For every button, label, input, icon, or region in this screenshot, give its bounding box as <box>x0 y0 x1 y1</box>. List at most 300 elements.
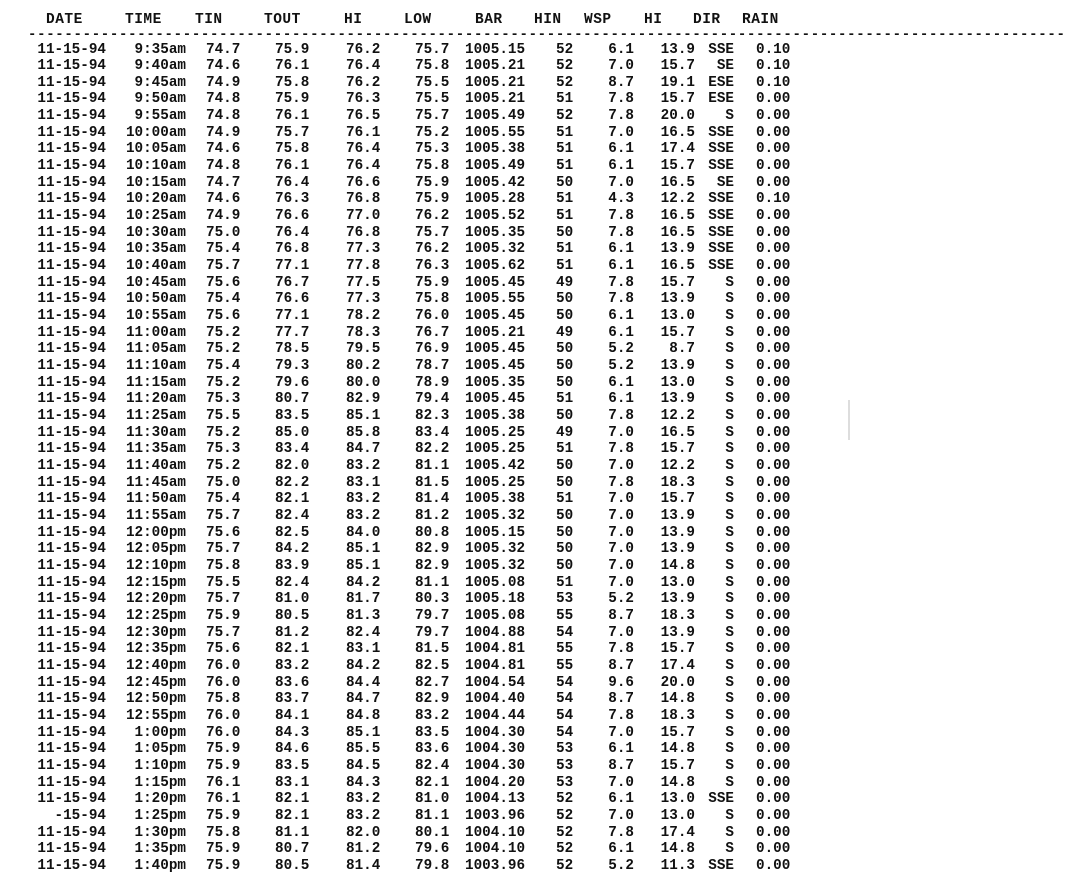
cell-rain: 0.00 <box>756 408 791 425</box>
cell-low: 75.2 <box>415 124 450 141</box>
cell-bar: 1005.55 <box>465 124 526 141</box>
cell-date: 11-15-94 <box>37 574 106 591</box>
cell-hi-wind: 15.7 <box>660 274 695 291</box>
cell-hin: 54 <box>556 707 574 724</box>
cell-date: -15-94 <box>54 807 106 824</box>
cell-date: 11-15-94 <box>37 657 106 674</box>
cell-rain: 0.00 <box>756 108 791 125</box>
cell-hin: 50 <box>556 524 574 541</box>
cell-date: 11-15-94 <box>37 74 106 91</box>
cell-rain: 0.00 <box>756 424 791 441</box>
cell-hin: 49 <box>556 324 574 341</box>
cell-low: 76.2 <box>415 208 450 225</box>
cell-time: 12:05pm <box>125 541 186 558</box>
cell-low: 76.9 <box>415 341 450 358</box>
cell-rain: 0.00 <box>756 358 791 375</box>
cell-rain: 0.00 <box>756 224 791 241</box>
cell-tout: 80.7 <box>275 391 310 408</box>
cell-tout: 85.0 <box>275 424 310 441</box>
cell-time: 1:05pm <box>134 741 186 758</box>
header-hin: HIN <box>534 12 562 28</box>
cell-hin: 51 <box>556 491 574 508</box>
cell-hin: 54 <box>556 691 574 708</box>
cell-hin: 55 <box>556 607 574 624</box>
cell-date: 11-15-94 <box>37 607 106 624</box>
cell-dir: S <box>725 841 734 858</box>
cell-dir: SE <box>716 58 734 75</box>
cell-hin: 53 <box>556 741 574 758</box>
table-row <box>0 175 850 192</box>
cell-hi-temp: 77.0 <box>346 208 381 225</box>
cell-wsp: 5.2 <box>608 591 634 608</box>
cell-dir: S <box>725 541 734 558</box>
cell-date: 11-15-94 <box>37 308 106 325</box>
cell-date: 11-15-94 <box>37 524 106 541</box>
cell-wsp: 8.7 <box>608 607 634 624</box>
cell-low: 83.5 <box>415 724 450 741</box>
table-row <box>0 308 850 325</box>
cell-wsp: 7.8 <box>608 408 634 425</box>
cell-low: 75.8 <box>415 291 450 308</box>
cell-hin: 51 <box>556 141 574 158</box>
cell-hi-wind: 15.7 <box>660 58 695 75</box>
cell-bar: 1004.30 <box>465 741 526 758</box>
table-row <box>0 258 850 275</box>
cell-low: 82.9 <box>415 557 450 574</box>
cell-low: 76.7 <box>415 324 450 341</box>
cell-wsp: 6.1 <box>608 391 634 408</box>
cell-hi-temp: 76.1 <box>346 124 381 141</box>
cell-time: 12:30pm <box>125 624 186 641</box>
cell-hin: 52 <box>556 824 574 841</box>
cell-dir: S <box>725 774 734 791</box>
cell-bar: 1005.49 <box>465 108 526 125</box>
cell-tin: 75.7 <box>206 624 241 641</box>
cell-bar: 1005.32 <box>465 241 526 258</box>
cell-wsp: 7.0 <box>608 774 634 791</box>
cell-low: 83.6 <box>415 741 450 758</box>
cell-date: 11-15-94 <box>37 707 106 724</box>
table-row <box>0 291 850 308</box>
cell-bar: 1005.28 <box>465 191 526 208</box>
table-row <box>0 741 850 758</box>
header-date: DATE <box>46 12 83 28</box>
cell-wsp: 5.2 <box>608 358 634 375</box>
cell-rain: 0.00 <box>756 258 791 275</box>
cell-hin: 55 <box>556 641 574 658</box>
cell-hin: 50 <box>556 507 574 524</box>
cell-hi-wind: 11.3 <box>660 857 695 874</box>
cell-low: 79.6 <box>415 841 450 858</box>
cell-low: 78.9 <box>415 374 450 391</box>
cell-low: 75.9 <box>415 174 450 191</box>
cell-tin: 75.8 <box>206 557 241 574</box>
cell-tin: 76.0 <box>206 707 241 724</box>
cell-time: 1:00pm <box>134 724 186 741</box>
cell-hin: 51 <box>556 391 574 408</box>
cell-bar: 1005.32 <box>465 507 526 524</box>
cell-rain: 0.00 <box>756 841 791 858</box>
cell-date: 11-15-94 <box>37 191 106 208</box>
cell-bar: 1004.20 <box>465 774 526 791</box>
cell-tout: 82.1 <box>275 791 310 808</box>
cell-dir: S <box>725 274 734 291</box>
cell-dir: S <box>725 341 734 358</box>
cell-hin: 52 <box>556 841 574 858</box>
cell-hin: 52 <box>556 791 574 808</box>
cell-wsp: 7.8 <box>608 224 634 241</box>
cell-tin: 76.0 <box>206 657 241 674</box>
cell-hi-temp: 85.1 <box>346 408 381 425</box>
cell-hi-temp: 76.4 <box>346 58 381 75</box>
table-row <box>0 708 850 725</box>
cell-hi-temp: 83.1 <box>346 641 381 658</box>
cell-hi-wind: 13.9 <box>660 291 695 308</box>
cell-rain: 0.00 <box>756 208 791 225</box>
cell-tin: 74.6 <box>206 58 241 75</box>
cell-date: 11-15-94 <box>37 241 106 258</box>
cell-tout: 77.1 <box>275 308 310 325</box>
cell-dir: S <box>725 474 734 491</box>
cell-rain: 0.00 <box>756 657 791 674</box>
cell-tin: 74.8 <box>206 108 241 125</box>
cell-hi-temp: 76.4 <box>346 158 381 175</box>
cell-date: 11-15-94 <box>37 791 106 808</box>
cell-date: 11-15-94 <box>37 541 106 558</box>
cell-rain: 0.00 <box>756 757 791 774</box>
cell-low: 75.9 <box>415 274 450 291</box>
cell-hi-wind: 17.4 <box>660 141 695 158</box>
cell-rain: 0.00 <box>756 524 791 541</box>
cell-low: 81.1 <box>415 458 450 474</box>
cell-hi-wind: 20.0 <box>660 674 695 691</box>
cell-date: 11-15-94 <box>37 408 106 425</box>
cell-hin: 53 <box>556 591 574 608</box>
cell-rain: 0.10 <box>756 58 791 75</box>
cell-date: 11-15-94 <box>37 491 106 508</box>
cell-time: 11:50am <box>125 491 186 508</box>
cell-rain: 0.00 <box>756 591 791 608</box>
cell-hi-temp: 76.2 <box>346 41 381 58</box>
cell-date: 11-15-94 <box>37 691 106 708</box>
cell-date: 11-15-94 <box>37 557 106 574</box>
cell-hi-temp: 84.2 <box>346 574 381 591</box>
cell-tin: 75.9 <box>206 607 241 624</box>
cell-hi-wind: 13.9 <box>660 241 695 258</box>
cell-tin: 74.7 <box>206 41 241 58</box>
cell-time: 11:45am <box>125 474 186 491</box>
cell-tin: 74.6 <box>206 191 241 208</box>
cell-wsp: 6.1 <box>608 741 634 758</box>
cell-tin: 75.7 <box>206 541 241 558</box>
table-row <box>0 475 850 492</box>
cell-tout: 82.4 <box>275 574 310 591</box>
cell-time: 11:55am <box>125 507 186 524</box>
cell-tin: 75.0 <box>206 474 241 491</box>
cell-date: 11-15-94 <box>37 224 106 241</box>
cell-hi-wind: 15.7 <box>660 158 695 175</box>
cell-tin: 75.7 <box>206 591 241 608</box>
cell-hi-wind: 15.7 <box>660 324 695 341</box>
cell-tin: 75.4 <box>206 241 241 258</box>
table-row <box>0 375 850 392</box>
cell-hi-temp: 85.1 <box>346 557 381 574</box>
cell-tin: 75.2 <box>206 324 241 341</box>
cell-hi-wind: 12.2 <box>660 458 695 474</box>
cell-hi-temp: 84.2 <box>346 657 381 674</box>
cell-tout: 75.8 <box>275 141 310 158</box>
table-row <box>0 508 850 525</box>
cell-hi-temp: 82.9 <box>346 391 381 408</box>
cell-hi-temp: 80.0 <box>346 374 381 391</box>
table-row <box>0 591 850 608</box>
table-row <box>0 458 850 475</box>
cell-date: 11-15-94 <box>37 391 106 408</box>
table-row <box>0 808 850 825</box>
cell-time: 1:15pm <box>134 774 186 791</box>
cell-wsp: 7.8 <box>608 641 634 658</box>
cell-dir: S <box>725 408 734 425</box>
cell-bar: 1005.42 <box>465 174 526 191</box>
cell-hin: 50 <box>556 174 574 191</box>
cell-bar: 1005.62 <box>465 258 526 275</box>
cell-hin: 54 <box>556 624 574 641</box>
cell-bar: 1005.35 <box>465 374 526 391</box>
cell-time: 12:20pm <box>125 591 186 608</box>
cell-dir: SSE <box>708 191 734 208</box>
cell-tout: 76.3 <box>275 191 310 208</box>
cell-tout: 76.6 <box>275 291 310 308</box>
cell-tin: 74.6 <box>206 141 241 158</box>
cell-time: 12:25pm <box>125 607 186 624</box>
cell-low: 79.8 <box>415 857 450 874</box>
cell-low: 76.0 <box>415 308 450 325</box>
cell-hi-wind: 13.0 <box>660 791 695 808</box>
cell-dir: S <box>725 308 734 325</box>
cell-tout: 83.5 <box>275 408 310 425</box>
table-row <box>0 91 850 108</box>
header-rain: RAIN <box>742 12 779 28</box>
cell-dir: SSE <box>708 241 734 258</box>
cell-wsp: 5.2 <box>608 341 634 358</box>
cell-wsp: 7.8 <box>608 274 634 291</box>
cell-tout: 77.1 <box>275 258 310 275</box>
cell-rain: 0.00 <box>756 791 791 808</box>
cell-hi-temp: 85.8 <box>346 424 381 441</box>
cell-dir: S <box>725 391 734 408</box>
cell-tin: 75.2 <box>206 458 241 474</box>
cell-hin: 51 <box>556 191 574 208</box>
cell-time: 11:25am <box>125 408 186 425</box>
table-row <box>0 208 850 225</box>
cell-hin: 50 <box>556 374 574 391</box>
cell-bar: 1005.45 <box>465 308 526 325</box>
cell-low: 80.8 <box>415 524 450 541</box>
cell-hi-temp: 77.3 <box>346 241 381 258</box>
cell-low: 75.9 <box>415 191 450 208</box>
cell-hi-temp: 77.8 <box>346 258 381 275</box>
header-tin: TIN <box>195 12 223 28</box>
cell-tin: 74.7 <box>206 174 241 191</box>
header-separator: ------------------------------------------------------------------------------------------------------------------ <box>28 27 1066 43</box>
cell-tout: 79.6 <box>275 374 310 391</box>
cell-hi-temp: 80.2 <box>346 358 381 375</box>
cell-low: 75.7 <box>415 41 450 58</box>
cell-bar: 1005.25 <box>465 424 526 441</box>
header-wsp: WSP <box>584 12 612 28</box>
cell-time: 9:40am <box>134 58 186 75</box>
cell-low: 83.4 <box>415 424 450 441</box>
cell-tout: 82.2 <box>275 474 310 491</box>
table-row <box>0 558 850 575</box>
cell-low: 81.5 <box>415 641 450 658</box>
cell-hin: 54 <box>556 724 574 741</box>
cell-time: 11:35am <box>125 441 186 458</box>
cell-tin: 75.4 <box>206 291 241 308</box>
table-row <box>0 608 850 625</box>
cell-hi-temp: 76.8 <box>346 224 381 241</box>
table-row <box>0 758 850 775</box>
table-row <box>0 191 850 208</box>
cell-tin: 75.5 <box>206 408 241 425</box>
cell-hi-wind: 14.8 <box>660 557 695 574</box>
cell-time: 11:40am <box>125 458 186 474</box>
cell-wsp: 9.6 <box>608 674 634 691</box>
table-row <box>0 108 850 125</box>
cell-date: 11-15-94 <box>37 141 106 158</box>
cell-rain: 0.00 <box>756 158 791 175</box>
cell-low: 81.0 <box>415 791 450 808</box>
cell-rain: 0.00 <box>756 241 791 258</box>
cell-hi-wind: 17.4 <box>660 824 695 841</box>
cell-bar: 1005.45 <box>465 391 526 408</box>
cell-time: 1:35pm <box>134 841 186 858</box>
cell-hi-wind: 18.3 <box>660 707 695 724</box>
cell-wsp: 8.7 <box>608 657 634 674</box>
cell-dir: S <box>725 624 734 641</box>
cell-rain: 0.00 <box>756 474 791 491</box>
cell-time: 10:10am <box>125 158 186 175</box>
cell-tin: 75.3 <box>206 391 241 408</box>
cell-wsp: 6.1 <box>608 258 634 275</box>
cell-tout: 82.5 <box>275 524 310 541</box>
cell-time: 10:40am <box>125 258 186 275</box>
cell-hi-temp: 83.2 <box>346 491 381 508</box>
cell-hin: 55 <box>556 657 574 674</box>
cell-time: 9:55am <box>134 108 186 125</box>
cell-time: 12:10pm <box>125 557 186 574</box>
cell-date: 11-15-94 <box>37 58 106 75</box>
cell-wsp: 7.8 <box>608 824 634 841</box>
cell-dir: SSE <box>708 141 734 158</box>
cell-hi-wind: 18.3 <box>660 474 695 491</box>
cell-time: 11:05am <box>125 341 186 358</box>
cell-rain: 0.00 <box>756 857 791 874</box>
cell-tin: 75.6 <box>206 274 241 291</box>
cell-tin: 75.5 <box>206 574 241 591</box>
cell-tin: 74.9 <box>206 124 241 141</box>
cell-dir: S <box>725 358 734 375</box>
cell-bar: 1005.08 <box>465 607 526 624</box>
cell-hin: 49 <box>556 424 574 441</box>
cell-wsp: 7.8 <box>608 441 634 458</box>
cell-tout: 83.4 <box>275 441 310 458</box>
cell-wsp: 7.0 <box>608 624 634 641</box>
cell-tin: 75.8 <box>206 691 241 708</box>
cell-low: 75.7 <box>415 224 450 241</box>
cell-low: 82.7 <box>415 674 450 691</box>
cell-date: 11-15-94 <box>37 174 106 191</box>
table-row <box>0 158 850 175</box>
cell-time: 10:55am <box>125 308 186 325</box>
cell-time: 11:30am <box>125 424 186 441</box>
table-row <box>0 791 850 808</box>
cell-bar: 1005.38 <box>465 141 526 158</box>
table-row <box>0 341 850 358</box>
cell-wsp: 7.8 <box>608 208 634 225</box>
cell-time: 11:15am <box>125 374 186 391</box>
cell-hi-temp: 76.6 <box>346 174 381 191</box>
cell-tout: 76.4 <box>275 224 310 241</box>
cell-bar: 1004.30 <box>465 724 526 741</box>
cell-tin: 75.8 <box>206 824 241 841</box>
cell-time: 12:45pm <box>125 674 186 691</box>
cell-wsp: 6.1 <box>608 41 634 58</box>
cell-wsp: 6.1 <box>608 791 634 808</box>
cell-rain: 0.00 <box>756 557 791 574</box>
cell-wsp: 6.1 <box>608 141 634 158</box>
cell-time: 9:35am <box>134 41 186 58</box>
cell-tout: 82.0 <box>275 458 310 474</box>
cell-low: 79.7 <box>415 624 450 641</box>
table-row <box>0 141 850 158</box>
cell-hi-temp: 82.0 <box>346 824 381 841</box>
cell-hi-wind: 15.7 <box>660 491 695 508</box>
cell-rain: 0.00 <box>756 174 791 191</box>
cell-hi-wind: 13.9 <box>660 391 695 408</box>
cell-wsp: 6.1 <box>608 374 634 391</box>
cell-low: 82.9 <box>415 691 450 708</box>
cell-dir: SSE <box>708 258 734 275</box>
cell-hi-temp: 78.2 <box>346 308 381 325</box>
cell-rain: 0.00 <box>756 491 791 508</box>
cell-wsp: 7.8 <box>608 108 634 125</box>
cell-hi-temp: 83.1 <box>346 474 381 491</box>
cell-date: 11-15-94 <box>37 641 106 658</box>
cell-tin: 75.2 <box>206 374 241 391</box>
cell-rain: 0.00 <box>756 441 791 458</box>
cell-tout: 76.4 <box>275 174 310 191</box>
cell-tout: 81.1 <box>275 824 310 841</box>
cell-low: 81.1 <box>415 807 450 824</box>
table-row <box>0 408 850 425</box>
cell-low: 82.4 <box>415 757 450 774</box>
cell-low: 82.1 <box>415 774 450 791</box>
cell-low: 80.3 <box>415 591 450 608</box>
cell-tout: 82.1 <box>275 491 310 508</box>
cell-tin: 75.4 <box>206 358 241 375</box>
cell-hi-wind: 14.8 <box>660 774 695 791</box>
cell-time: 10:00am <box>125 124 186 141</box>
cell-date: 11-15-94 <box>37 857 106 874</box>
cell-wsp: 7.8 <box>608 291 634 308</box>
table-row <box>0 775 850 792</box>
cell-hin: 52 <box>556 58 574 75</box>
cell-date: 11-15-94 <box>37 108 106 125</box>
cell-hi-wind: 14.8 <box>660 741 695 758</box>
cell-date: 11-15-94 <box>37 374 106 391</box>
cell-hi-wind: 13.0 <box>660 807 695 824</box>
